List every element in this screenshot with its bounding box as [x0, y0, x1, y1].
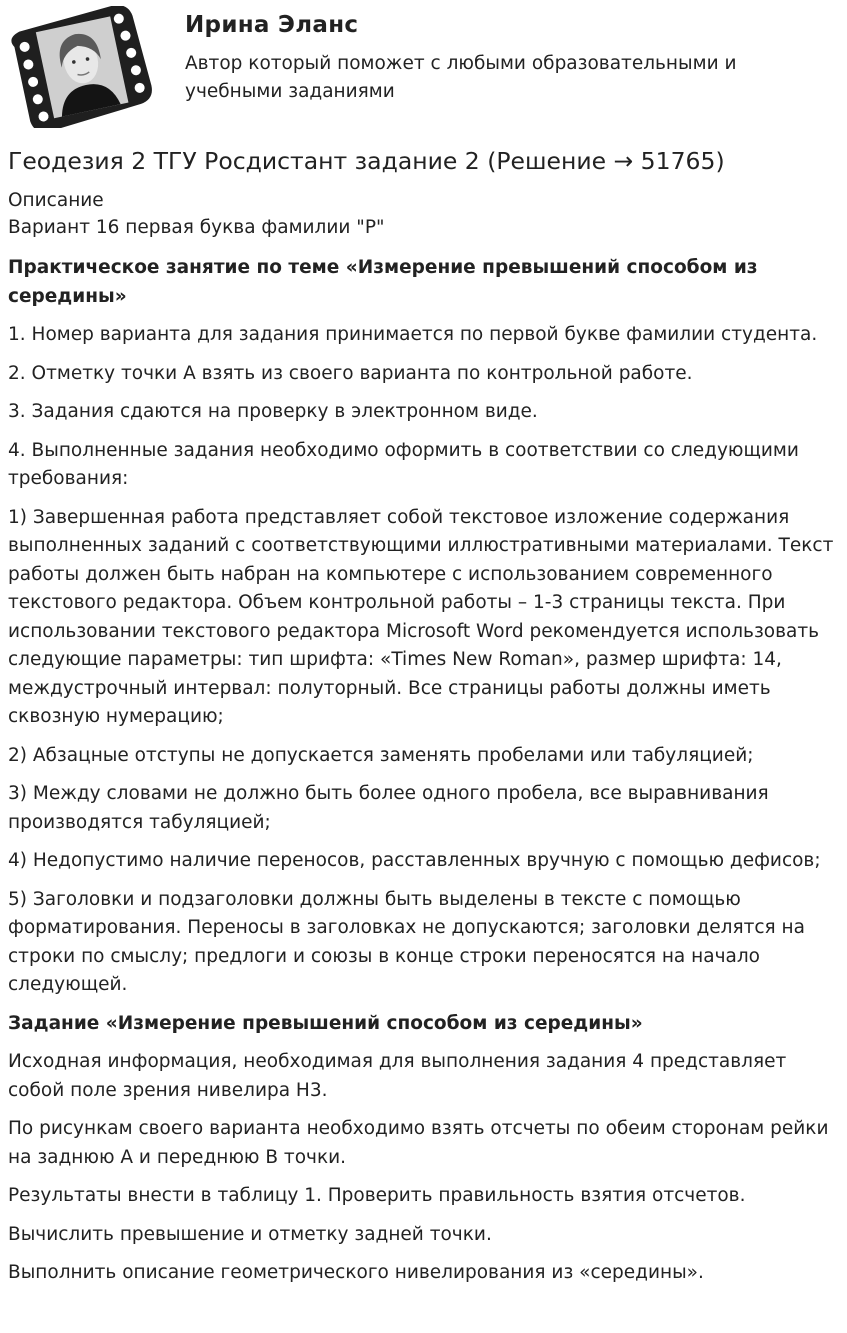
paragraph: По рисункам своего варианта необходимо взять отсчеты по обеим сторонам рейки на заднюю А и переднюю В точки.	[8, 1118, 829, 1168]
paragraph: Выполнить описание геометрического нивелирования из «середины».	[8, 1262, 704, 1283]
author-header	[0, 0, 847, 140]
paragraph: 1) Завершенная работа представляет собой текстовое изложение содержания выполненных заданий с соответствующими иллюстративными материалами. Текст работы должен быть набран на компьютере с использованием современного текстового редактора. Объем контрольной работы – 1-3 страницы текста. При использовании текстового редактора Microsoft Word рекомендуется использовать следующие параметры: тип шрифта: «Times New Roman», размер шрифта: 14, междустрочный интервал: полуторный. Все страницы работы должны иметь сквозную нумерацию;	[8, 506, 834, 727]
author-name[interactable]: Ирина Эланс	[185, 12, 359, 38]
paragraph: 2. Отметку точки А взять из своего варианта по контрольной работе.	[8, 362, 693, 384]
paragraph: Исходная информация, необходимая для выполнения задания 4 представляет собой поле зрения нивелира Н3.	[8, 1051, 787, 1101]
description-block	[8, 187, 385, 241]
variant-line: Вариант 16 первая буква фамилии "Р"	[8, 217, 385, 238]
author-avatar[interactable]	[6, 6, 152, 128]
film-frame-avatar-icon	[6, 6, 152, 128]
paragraph: 3. Задания сдаются на проверку в электронном виде.	[8, 401, 538, 422]
task-body	[8, 254, 844, 1298]
section-heading: Практическое занятие по теме «Измерение превышений способом из середины»	[8, 257, 758, 307]
paragraph: 4) Недопустимо наличие переносов, расставленных вручную с помощью дефисов;	[8, 850, 821, 871]
description-label: Описание	[8, 190, 104, 211]
paragraph: 5) Заголовки и подзаголовки должны быть выделены в тексте с помощью форматирования. Переносы в заголовках не допускаются; заголовки делятся на строки по смыслу; предлоги и союзы в конце строки переносятся на начало следующей.	[8, 888, 805, 995]
paragraph: Результаты внести в таблицу 1. Проверить правильность взятия отсчетов.	[8, 1185, 746, 1206]
page-title: Геодезия 2 ТГУ Росдистант задание 2 (Решение → 51765)	[8, 147, 725, 175]
paragraph: 3) Между словами не должно быть более одного пробела, все выравнивания производятся табуляцией;	[8, 783, 769, 833]
paragraph: 1. Номер варианта для задания принимается по первой букве фамилии студента.	[8, 324, 818, 345]
author-description: Автор который поможет с любыми образовательными и учебными заданиями	[185, 53, 737, 102]
paragraph: 2) Абзацные отступы не допускается заменять пробелами или табуляцией;	[8, 744, 754, 766]
paragraph: Вычислить превышение и отметку задней точки.	[8, 1223, 492, 1245]
paragraph: 4. Выполненные задания необходимо оформить в соответствии со следующими требования:	[8, 439, 799, 489]
section-heading: Задание «Измерение превышений способом из середины»	[8, 1012, 643, 1034]
